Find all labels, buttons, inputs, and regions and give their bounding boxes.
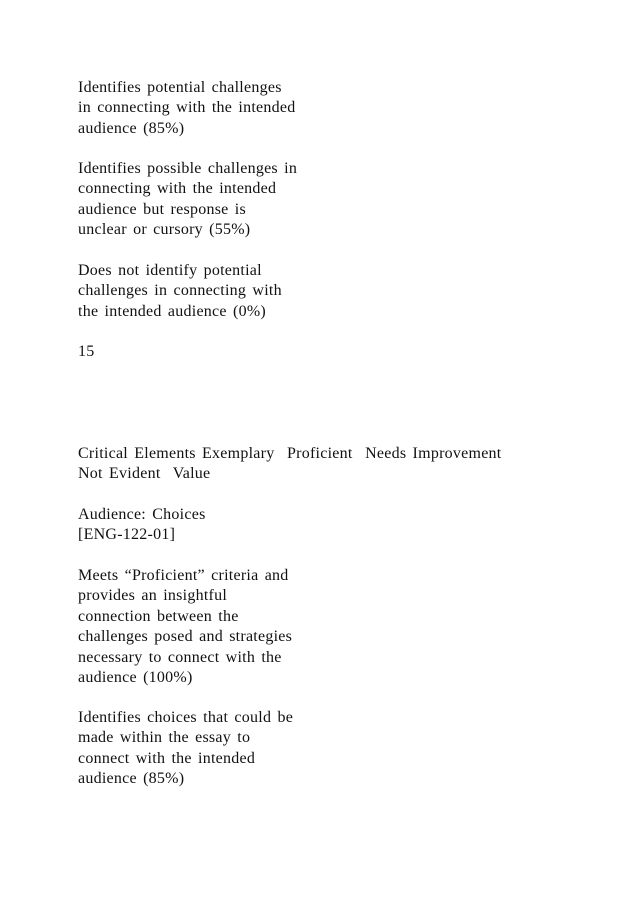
paragraph-needs-improvement-challenges [78, 159, 297, 241]
paragraph-proficient-choices [78, 708, 293, 790]
text-line: audience but response is [78, 200, 246, 218]
critical-element-title [78, 505, 206, 546]
paragraph-not-evident-challenges [78, 261, 282, 322]
text-line: Identifies choices that could be [78, 709, 294, 726]
text-line: [ENG-122-01] [78, 526, 176, 544]
text-line: challenges in connecting with [78, 282, 282, 300]
text-line: made within the essay to [78, 729, 251, 747]
text-line: provides an insightful [78, 587, 228, 605]
text-line: in connecting with the intended [78, 99, 296, 117]
text-line: audience (100%) [78, 669, 193, 687]
text-line: Not Evident Value [78, 465, 211, 483]
text-line: Meets “Proficient” criteria and [78, 567, 289, 584]
text-line: connecting with the intended [78, 180, 277, 198]
text-line: Identifies possible challenges in [78, 160, 298, 177]
text-line: audience (85%) [78, 119, 185, 137]
value-number [78, 342, 95, 362]
text-line: necessary to connect with the [78, 648, 282, 666]
text-line: connection between the [78, 607, 239, 625]
text-line: connect with the intended [78, 749, 256, 767]
text-line: Does not identify potential [78, 262, 262, 279]
text-line: audience (85%) [78, 770, 185, 788]
text-line: challenges posed and strategies [78, 628, 293, 646]
paragraph-proficient-challenges [78, 78, 295, 139]
rubric-header [78, 444, 502, 485]
text-line: Identifies potential challenges [78, 79, 282, 96]
paragraph-exemplary-choices [78, 566, 292, 688]
text-line: 15 [78, 343, 95, 360]
text-line: Audience: Choices [78, 506, 206, 523]
text-line: Critical Elements Exemplary Proficient Needs Improvement [78, 445, 502, 462]
text-line: unclear or cursory (55%) [78, 221, 251, 239]
text-line: the intended audience (0%) [78, 302, 266, 320]
